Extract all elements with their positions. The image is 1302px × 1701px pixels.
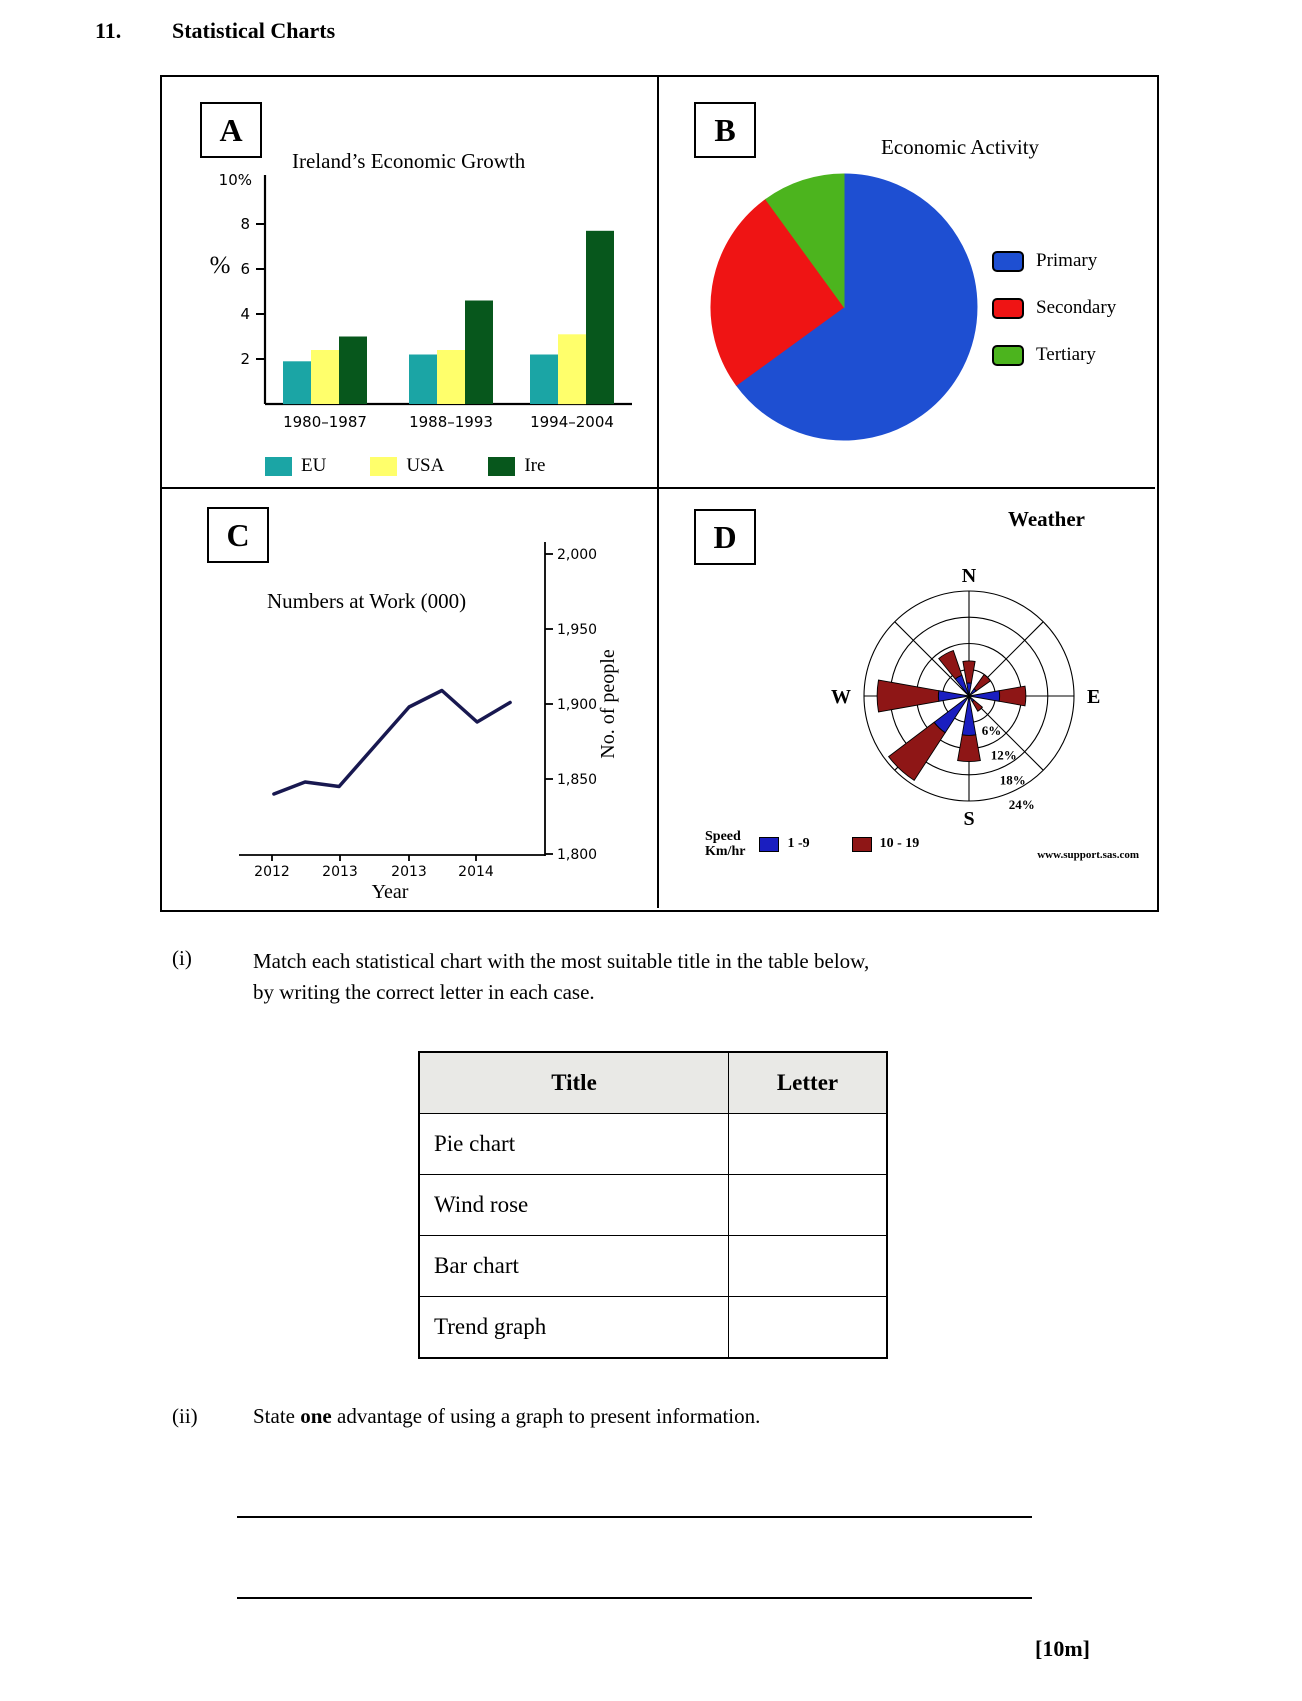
y-tick-label: 1,850 <box>557 772 598 788</box>
legend-bin-low <box>759 836 809 852</box>
legend-bin-high <box>852 836 920 852</box>
y-tick-label: 2,000 <box>557 547 598 563</box>
compass-n: N <box>961 565 977 587</box>
wind-rose-title: Weather <box>1008 507 1085 531</box>
bar-EU <box>409 355 437 405</box>
usa-label: USA <box>406 455 445 476</box>
y-tick-label: 4 <box>240 305 250 323</box>
y-axis-label: % <box>209 252 231 279</box>
letter-cell-trend-graph <box>729 1297 888 1359</box>
legend-item-tertiary <box>992 344 1116 366</box>
question-i-label: (i) <box>172 946 192 970</box>
match-table-body <box>419 1114 887 1359</box>
petal-high-331 <box>939 651 962 680</box>
y-tick-label: 2 <box>240 350 250 368</box>
question-ii-text <box>253 1404 760 1429</box>
y-tick-label: 1,950 <box>557 622 598 638</box>
low-speed-swatch <box>759 837 779 852</box>
secondary-swatch <box>992 298 1024 319</box>
question-number: 11. <box>95 18 122 43</box>
y-tick-label: 8 <box>240 215 250 233</box>
petal-high-140 <box>972 700 982 711</box>
panel-b-letter: B <box>694 102 756 158</box>
ire-label: Ire <box>524 455 546 476</box>
table-row <box>419 1236 887 1297</box>
table-row <box>419 1175 887 1236</box>
ire-swatch <box>488 457 515 476</box>
page-title: Statistical Charts <box>172 18 336 43</box>
panel-c-letter: C <box>207 507 269 563</box>
bar-USA <box>437 350 465 404</box>
pie-chart-legend <box>992 250 1116 366</box>
question-i-line2: by writing the correct letter in each case. <box>253 980 595 1004</box>
letter-cell-bar-chart <box>729 1236 888 1297</box>
pie-chart-title: Economic Activity <box>881 135 1040 159</box>
bar-EU <box>530 355 558 405</box>
question-i-text <box>253 946 869 1008</box>
bar-chart-title: Ireland’s Economic Growth <box>292 149 526 173</box>
eu-swatch <box>265 457 292 476</box>
legend-item-secondary <box>992 297 1116 319</box>
answer-line-2 <box>237 1597 1032 1599</box>
match-table-head <box>419 1052 887 1114</box>
answer-line-1 <box>237 1516 1032 1518</box>
panel-a <box>162 77 659 489</box>
panel-a-letter: A <box>200 102 262 158</box>
match-table-header-row <box>419 1052 887 1114</box>
row-title-wind-rose: Wind rose <box>419 1175 729 1236</box>
x-tick-label: 2012 <box>254 864 290 880</box>
petal-high-180 <box>958 735 981 762</box>
panel-d <box>659 489 1155 908</box>
trend-line <box>274 691 510 795</box>
category-label: 1988–1993 <box>409 413 493 431</box>
category-label: 1980–1987 <box>283 413 367 431</box>
bar-chart-legend <box>265 455 545 477</box>
speed-word: Speed <box>705 829 741 844</box>
x-tick-label: 2013 <box>322 864 358 880</box>
compass-e: E <box>1087 686 1101 708</box>
compass-w: W <box>831 686 851 708</box>
letter-column-header: Letter <box>729 1052 888 1114</box>
y-tick-label: 1,900 <box>557 697 598 713</box>
tertiary-swatch <box>992 345 1024 366</box>
bar-Ire <box>339 337 367 405</box>
wind-rose-legend <box>705 829 919 859</box>
y-axis-label: No. of people <box>597 649 619 759</box>
category-label: 1994–2004 <box>530 413 614 431</box>
kmhr-word: Km/hr <box>705 844 746 859</box>
bar-EU <box>283 361 311 404</box>
question-ii-prefix: State <box>253 1404 301 1428</box>
x-tick-label: 2014 <box>458 864 494 880</box>
table-row <box>419 1297 887 1359</box>
question-ii-suffix: advantage of using a graph to present information. <box>331 1404 761 1428</box>
tertiary-label: Tertiary <box>1036 344 1096 365</box>
table-row <box>419 1114 887 1175</box>
trend-graph-title: Numbers at Work (000) <box>267 589 467 613</box>
panel-c <box>162 489 659 908</box>
primary-label: Primary <box>1036 250 1098 271</box>
primary-swatch <box>992 251 1024 272</box>
row-title-pie-chart: Pie chart <box>419 1114 729 1175</box>
ring-label-24%: 24% <box>1008 797 1035 812</box>
eu-label: EU <box>301 455 327 476</box>
petal-high-0 <box>963 661 975 683</box>
y-tick-label: 1,800 <box>557 847 598 863</box>
bar-Ire <box>465 301 493 405</box>
letter-cell-wind-rose <box>729 1175 888 1236</box>
y-top-label: 10% <box>218 171 252 189</box>
letter-cell-pie-chart <box>729 1114 888 1175</box>
legend-item-primary <box>992 250 1116 272</box>
marks-label: [10m] <box>1035 1636 1090 1661</box>
bar-USA <box>558 334 586 404</box>
watermark-url: www.support.sas.com <box>1037 849 1139 861</box>
legend-item-eu <box>265 455 326 477</box>
petal-high-223 <box>889 722 946 780</box>
question-ii-label: (ii) <box>172 1404 198 1428</box>
question-i-line1: Match each statistical chart with the most suitable title in the table below, <box>253 949 870 973</box>
usa-swatch <box>370 457 397 476</box>
question-ii-bold: one <box>300 1404 332 1428</box>
secondary-label: Secondary <box>1036 297 1117 318</box>
x-axis-label: Year <box>371 881 409 903</box>
y-tick-label: 6 <box>240 260 250 278</box>
high-speed-label: 10 - 19 <box>879 836 920 851</box>
speed-legend-title <box>705 829 745 859</box>
title-column-header: Title <box>419 1052 729 1114</box>
ring-label-18%: 18% <box>999 772 1026 788</box>
match-table <box>418 1051 888 1359</box>
high-speed-swatch <box>852 837 872 852</box>
charts-grid <box>160 75 1159 912</box>
ring-label-12%: 12% <box>990 747 1017 763</box>
ring-label-6%: 6% <box>981 723 1002 738</box>
panel-b <box>659 77 1155 489</box>
legend-item-usa <box>370 455 444 477</box>
compass-s: S <box>963 808 975 830</box>
low-speed-label: 1 -9 <box>787 836 810 851</box>
bar-USA <box>311 350 339 404</box>
x-tick-label: 2013 <box>391 864 427 880</box>
panel-d-letter: D <box>694 509 756 565</box>
petal-high-90 <box>999 686 1026 706</box>
row-title-bar-chart: Bar chart <box>419 1236 729 1297</box>
petal-high-270 <box>877 680 939 712</box>
legend-item-ire <box>488 455 545 477</box>
bar-Ire <box>586 231 614 404</box>
row-title-trend-graph: Trend graph <box>419 1297 729 1359</box>
